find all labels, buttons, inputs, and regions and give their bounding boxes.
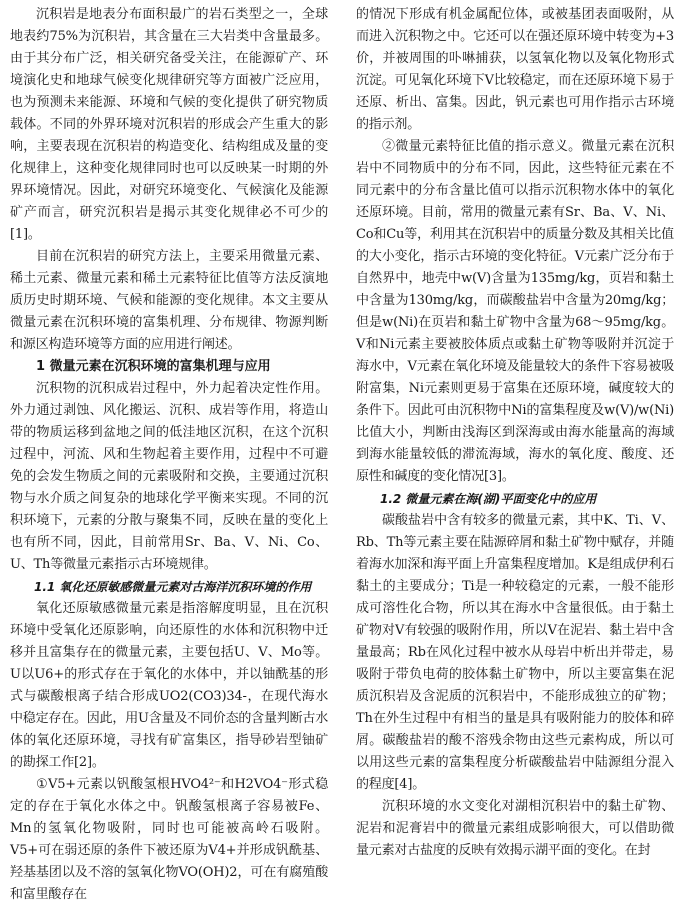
left-column — [10, 4, 328, 906]
redox-paragraph: 氧化还原敏感微量元素是指溶解度明显，且在沉积环境中受氧化还原影响，向还原性的水体和沉积物中迁移并且富集存在的微量元素，主要包括U、V、Mo等。U以U6+的形式存在于氧化的水体中，并以铀酰基的形式与碳酸根离子结合形成UO2(CO3)34-，在现代海水中稳定存在。因此，用U含量及不同价态的含量判断古水体的氧化还原环境，寻找有矿富集区，指导砂岩型铀矿的勘探工作[2]。 — [10, 601, 328, 770]
right-column — [356, 4, 674, 862]
intro-paragraph: 沉积岩是地表分布面积最广的岩石类型之一，全球地表约75%为沉积岩，其含量在三大岩类中含量最多。由于其分布广泛，相关研究备受关注，在能源矿产、环境演化史和地球气候变化规律研究等方面被广泛应用，也为预测未来能源、环境和气候的变化提供了研究物质载体。不同的外界环境对沉积岩的形成会产生重大的影响，主要表现在沉积岩的构造变化、结构组成及量的变化规律上，这种变化规律同时也可以反映某一时期的外界环境情况。因此，对研究环境变化、气候演化及能源矿产而言，研究沉积岩是揭示其变化规律必不可少的[1]。 — [10, 7, 328, 242]
lacustrine-paragraph: 沉积环境的水文变化对湖相沉积岩中的黏土矿物、泥岩和泥膏岩中的微量元素组成影响很大，可以借助微量元素对古盐度的反映有效揭示湖平面的变化。在封 — [356, 799, 674, 858]
carbonate-paragraph: 碳酸盐岩中含有较多的微量元素，其中K、Ti、V、Rb、Th等元素主要在陆源碎屑和黏土矿物中赋存，并随着海水加深和海平面上升富集程度增加。K是组成伊利石黏土的主要成分；Ti是一种较稳定的元素，一般不能形成可溶性化合物，所以其在海水中含量很低。由于黏土矿物对V有较强的吸附作用，所以V在泥岩、黏土岩中含量最高；Rb在风化过程中被水从母岩中析出并带走，易吸附于带负电荷的胶体黏土矿物中，所以主要富集在泥质沉积岩及含泥质的沉积岩中，不能形成独立的矿物；Th在外生过程中有相当的量是具有吸附能力的胶体和碎屑。碳酸盐岩的酸不溶残余物由这些元素构成，所以可以用这些元素的富集程度分析碳酸盐岩中陆源组分混入的程度[4]。 — [356, 513, 674, 792]
methods-paragraph: 目前在沉积岩的研究方法上，主要采用微量元素、稀土元素、微量元素和稀土元素特征比值等方法反演地质历史时期环境、气候和能源的变化规律。本文主要从微量元素在沉积环境的富集机理、分布规律、物源判断和源区构造环境等方面的应用进行阐述。 — [10, 249, 328, 352]
ratio-paragraph: ②微量元素特征比值的指示意义。微量元素在沉积岩中不同物质中的分布不同，因此，这些特征元素在不同元素中的分布含量比值可以指示沉积物水体中的氧化还原环境。目前，常用的微量元素有Sr、Ba、V、Ni、Co和Cu等，利用其在沉积岩中的质量分数及其相关比值的大小变化，指示古环境的变化特征。V元素广泛分布于自然界中，地壳中w(V)含量为135mg/kg，页岩和黏土中含量为130mg/kg，而碳酸盐岩中含量为20mg/kg；但是w(Ni)在页岩和黏土矿物中含量为68～95mg/kg。V和Ni元素主要被胶体质点或黏土矿物等吸附并沉淀于海水中，V元素在氧化环境及能量较大的条件下容易被吸附富集，Ni元素则更易于富集在还原环境，碱度较大的条件下。因此可由沉积物中Ni的富集程度及w(V)/w(Ni)比值大小，判断由浅海区到深海或由海水能量高的海域到海水能量较低的滞流海域，海水的氧化度、酸度、还原性和碱度的变化情况[3]。 — [356, 139, 674, 484]
subsection-heading-1-2: 1.2 微量元素在海(湖)平面变化中的应用 — [380, 492, 597, 506]
vanadium-paragraph: ①V5+元素以钒酸氢根HVO4²⁻和H2VO4⁻形式稳定的存在于氧化水体之中。钒酸氢根离子容易被Fe、Mn的氢氧化物吸附，同时也可能被高岭石吸附。V5+可在弱还原的条件下被还原为V4+并形成钒酰基、羟基基团以及不溶的氢氧化物VO(OH)2，可在有腐殖酸和富里酸存在 — [10, 777, 328, 902]
section-heading-1: 1 微量元素在沉积环境的富集机理与应用 — [36, 359, 271, 374]
vanadium-continuation-paragraph: 的情况下形成有机金属配位体，或被基团表面吸附，从而进入沉积物之中。它还可以在强还原环境中转变为+3价，并被周围的卟啉捕获，以氢氧化物以及氧化物形式沉淀。可见氧化环境下V比较稳定，而在还原环境下易于还原、析出、富集。因此，钒元素也可用作指示古环境的指示剂。 — [356, 7, 674, 132]
subsection-heading-1-1: 1.1 氧化还原敏感微量元素对古海洋沉积环境的作用 — [34, 580, 312, 594]
enrichment-paragraph: 沉积物的沉积成岩过程中，外力起着决定性作用。外力通过剥蚀、风化搬运、沉积、成岩等作用，将造山带的物质运移到盆地之间的低洼地区沉积，在这个沉积过程中，河流、风和生物起着主要作用，过程中不可避免的会发生物质之间的元素吸附和交换，主要通过沉积物与水介质之间复杂的地球化学平衡来实现。不同的沉积环境下，元素的分散与聚集不同，反映在量的变化上也有所不同，因此，目前常用Sr、Ba、V、Ni、Co、U、Th等微量元素指示古环境规律。 — [10, 381, 328, 572]
